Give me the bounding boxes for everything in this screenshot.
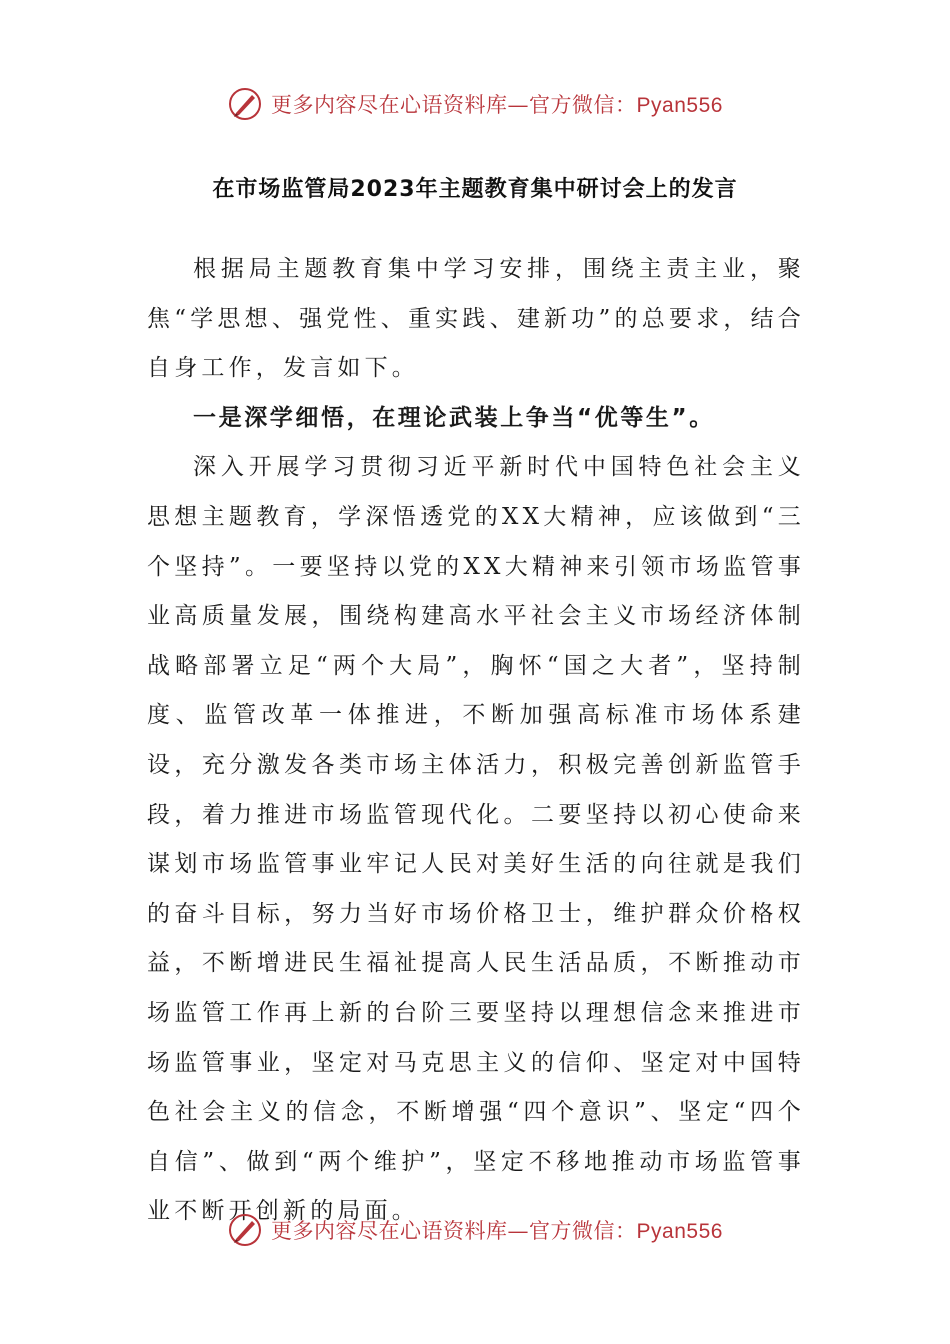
watermark-text: 更多内容尽在心语资料库—官方微信： (271, 1219, 637, 1243)
document-body (147, 245, 805, 1237)
document-title: 在市场监管局2023年主题教育集中研讨会上的发言 (212, 177, 738, 202)
pen-circle-logo-icon (227, 86, 263, 122)
watermark-text: 更多内容尽在心语资料库—官方微信： (271, 93, 637, 117)
watermark-wechat-id: Pyan556 (636, 94, 723, 117)
body-paragraph-intro: 根据局主题教育集中学习安排，围绕主责主业，聚焦“学思想、强党性、重实践、建新功”的总要求，结合自身工作，发言如下。 (147, 256, 805, 382)
pen-circle-logo-icon (227, 1212, 263, 1248)
watermark-header (0, 82, 950, 126)
body-paragraph-main: 深入开展学习贯彻习近平新时代中国特色社会主义思想主题教育，学深悟透党的XX大精神，应该做到“三个坚持”。一要坚持以党的XX大精神来引领市场监管事业高质量发展，围绕构建高水平社会主义市场经济体制战略部署立足“两个大局”，胸怀“国之大者”，坚持制度、监管改革一体推进，不断加强高标准市场体系建设，充分激发各类市场主体活力，积极完善创新监管手段，着力推进市场监管现代化。二要坚持以初心使命来谋划市场监管事业牢记人民对美好生活的向往就是我们的奋斗目标，努力当好市场价格卫士，维护群众价格权益，不断增进民生福祉提高人民生活品质，不断推动市场监管工作再上新的台阶三要坚持以理想信念来推进市场监管事业，坚定对马克思主义的信仰、坚定对中国特色社会主义的信念，不断增强“四个意识”、坚定“四个自信”、做到“两个维护”，坚定不移地推动市场监管事业不断开创新的局面。 (147, 454, 805, 1225)
watermark-footer (0, 1208, 950, 1252)
watermark-wechat-id: Pyan556 (636, 1220, 723, 1243)
section-heading: 一是深学细悟，在理论武装上争当“优等生”。 (193, 404, 715, 431)
